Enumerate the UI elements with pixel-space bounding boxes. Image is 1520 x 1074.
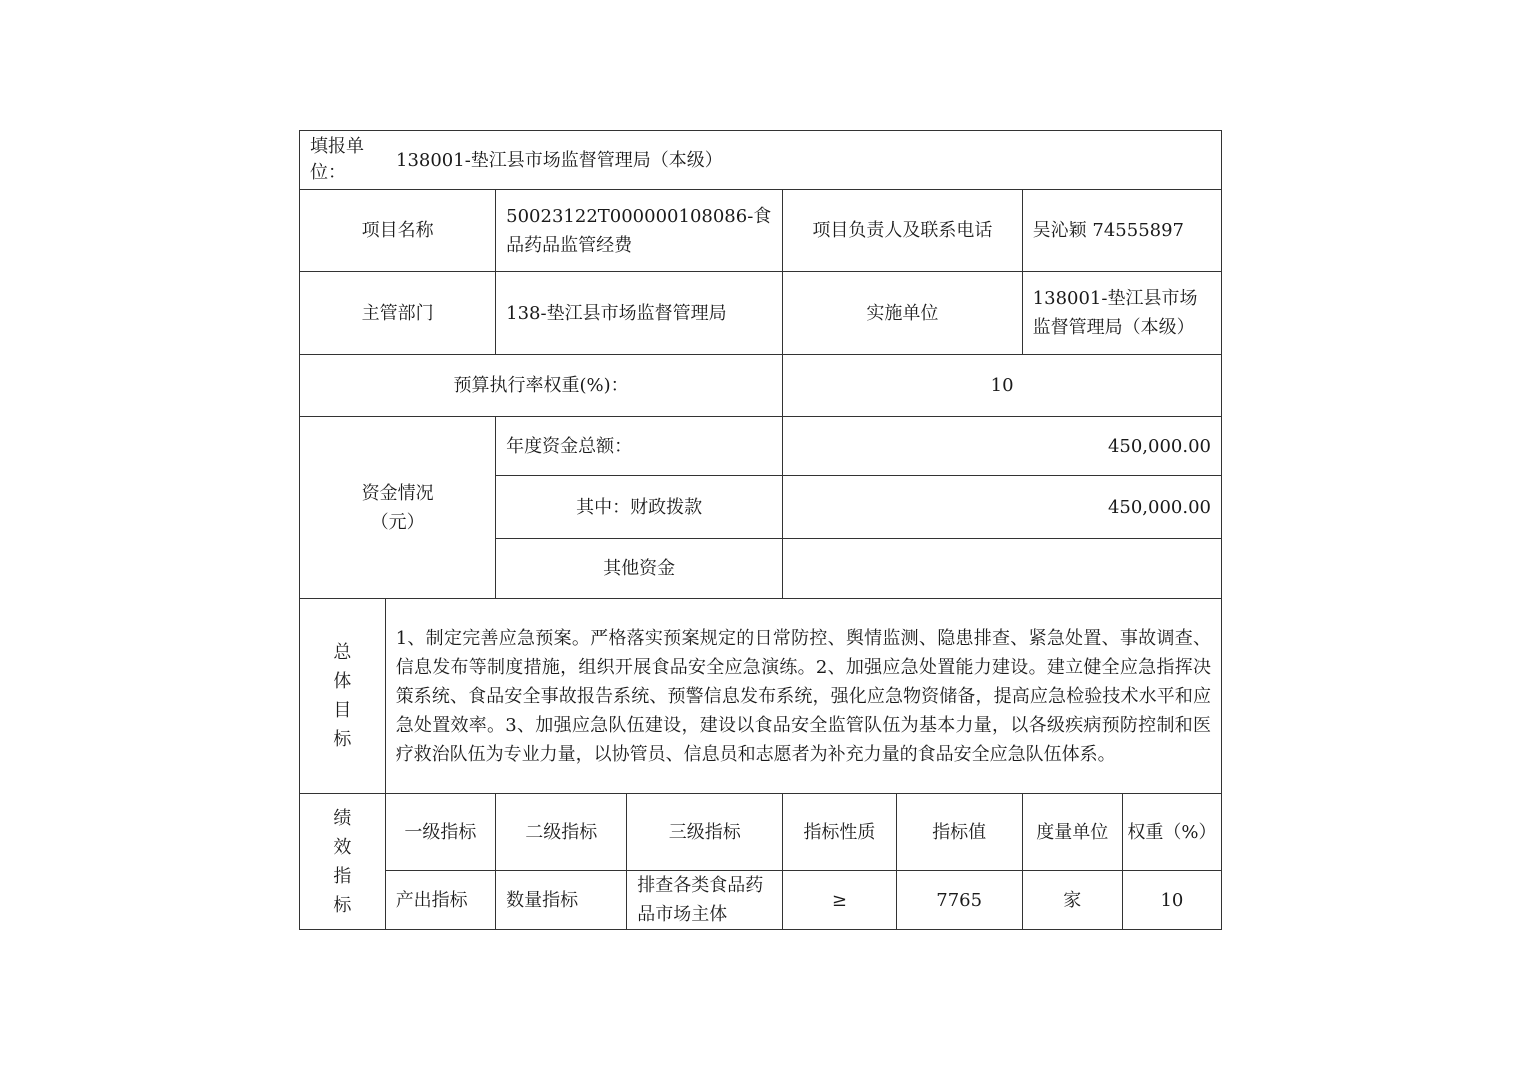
funds-label-line2: （元） <box>370 511 425 533</box>
table-row <box>300 871 1222 930</box>
goal-label-char: 目 <box>333 700 352 721</box>
cell-level1: 产出指标 <box>385 871 495 930</box>
header-value: 指标值 <box>896 794 1022 871</box>
project-name-value: 50023122T000000108086-食品药品监管经费 <box>496 190 783 272</box>
cell-level3: 排查各类食品药品市场主体 <box>627 871 783 930</box>
dept-value: 138-垫江县市场监督管理局 <box>496 272 783 355</box>
goal-row <box>300 599 1222 794</box>
contact-label: 项目负责人及联系电话 <box>783 190 1023 272</box>
unit-value: 138001-垫江县市场监督管理局（本级） <box>396 149 723 171</box>
impl-value: 138001-垫江县市场监督管理局（本级） <box>1022 272 1221 355</box>
goal-label-char: 标 <box>333 729 352 750</box>
unit-label: 填报单位： <box>310 136 364 183</box>
header-weight: 权重（%） <box>1122 794 1221 871</box>
dept-label: 主管部门 <box>300 272 496 355</box>
project-row <box>300 190 1222 272</box>
header-level1: 一级指标 <box>385 794 495 871</box>
cell-value: 7765 <box>896 871 1022 930</box>
goal-label-char: 总 <box>333 642 352 663</box>
header-level3: 三级指标 <box>627 794 783 871</box>
contact-value: 吴沁颖 74555897 <box>1022 190 1221 272</box>
cell-weight: 10 <box>1122 871 1221 930</box>
funds-other-label: 其他资金 <box>496 539 783 599</box>
project-name-label: 项目名称 <box>300 190 496 272</box>
funds-total-value: 450,000.00 <box>783 417 1222 476</box>
header-unit: 度量单位 <box>1022 794 1122 871</box>
header-level2: 二级指标 <box>496 794 627 871</box>
cell-nature: ≥ <box>783 871 897 930</box>
budget-weight-value: 10 <box>783 355 1222 417</box>
unit-row <box>300 131 1222 190</box>
budget-weight-label: 预算执行率权重(%)： <box>300 355 783 417</box>
performance-label-char: 效 <box>333 836 352 858</box>
goal-label <box>300 599 386 794</box>
funds-fiscal-value: 450,000.00 <box>783 476 1222 539</box>
form-table <box>299 130 1222 930</box>
performance-label-char: 绩 <box>333 807 352 829</box>
performance-label <box>300 794 386 930</box>
performance-label-char: 标 <box>333 894 352 916</box>
funds-label <box>300 417 496 599</box>
cell-level2: 数量指标 <box>496 871 627 930</box>
goal-label-char: 体 <box>333 671 352 692</box>
header-nature: 指标性质 <box>783 794 897 871</box>
performance-label-char: 指 <box>333 865 352 887</box>
performance-form <box>299 130 1222 930</box>
funds-total-row <box>300 417 1222 476</box>
department-row <box>300 272 1222 355</box>
goal-text: 1、制定完善应急预案。严格落实预案规定的日常防控、舆情监测、隐患排查、紧急处置、事故调查、信息发布等制度措施，组织开展食品安全应急演练。2、加强应急处置能力建设。建立健全应急指挥决策系统、食品安全事故报告系统、预警信息发布系统，强化应急物资储备，提高应急检验技术水平和应急处置效率。3、加强应急队伍建设，建设以食品安全监管队伍为基本力量，以各级疾病预防控制和医疗救治队伍为专业力量，以协管员、信息员和志愿者为补充力量的食品安全应急队伍体系。 <box>385 599 1221 794</box>
funds-fiscal-label: 其中：财政拨款 <box>496 476 783 539</box>
funds-label-line1: 资金情况 <box>361 482 434 504</box>
funds-total-label: 年度资金总额： <box>496 417 783 476</box>
budget-weight-row <box>300 355 1222 417</box>
indicator-header-row <box>300 794 1222 871</box>
impl-label: 实施单位 <box>783 272 1023 355</box>
cell-unit: 家 <box>1022 871 1122 930</box>
funds-other-value <box>783 539 1222 599</box>
